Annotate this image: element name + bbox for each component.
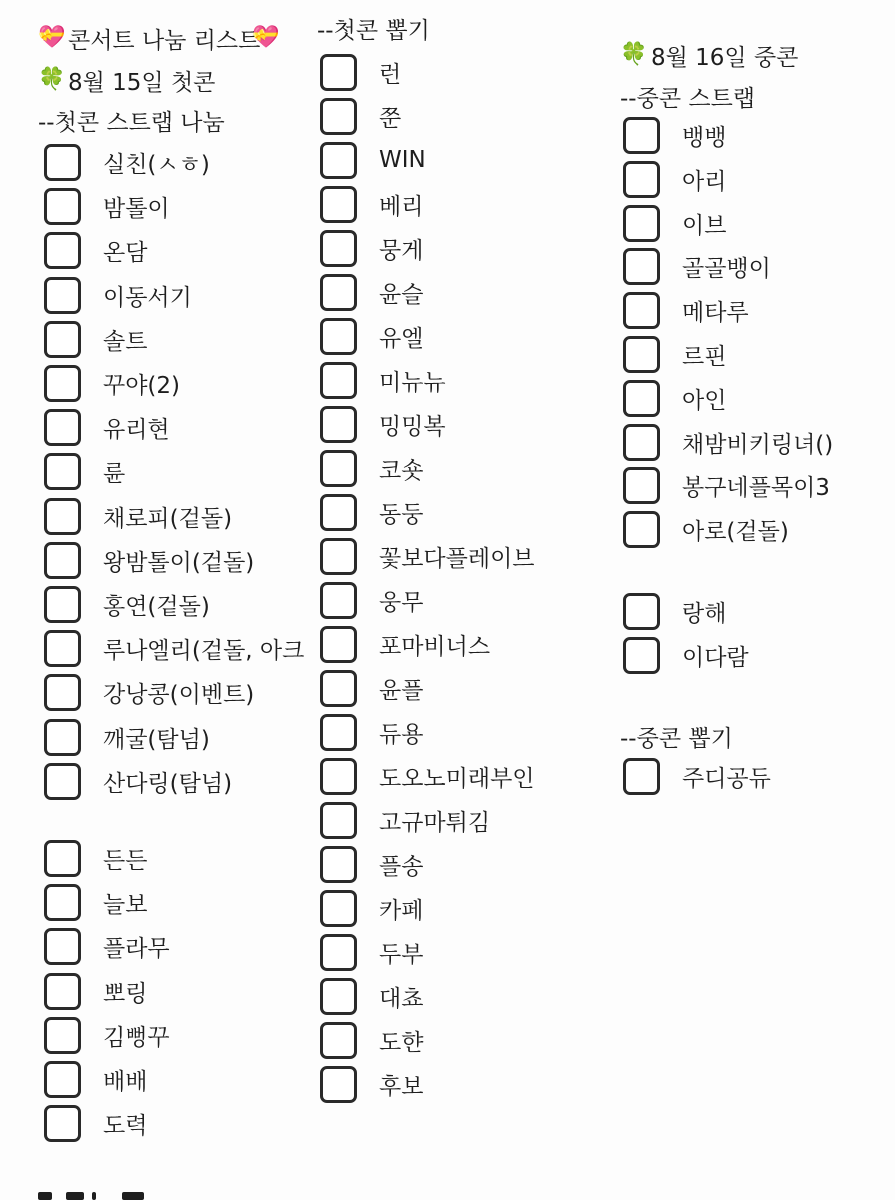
checklist-item-label: 도오노미래부인: [379, 765, 535, 792]
checkbox-icon[interactable]: [44, 144, 81, 181]
checkbox-icon[interactable]: [44, 188, 81, 225]
checklist-item[interactable]: [623, 159, 726, 199]
checklist-item-label: 강낭콩(이벤트): [103, 681, 255, 708]
checklist-item-label: 런: [379, 61, 402, 88]
checklist-item-label: 포마비너스: [379, 633, 491, 660]
checklist-item[interactable]: [320, 800, 490, 840]
checklist-item-label: 이브: [682, 212, 727, 239]
checklist-item[interactable]: [44, 319, 147, 359]
checkbox-icon[interactable]: [320, 890, 357, 927]
checkbox-icon[interactable]: [320, 934, 357, 971]
checklist-item-label: 듀용: [379, 721, 424, 748]
checkbox-icon[interactable]: [320, 846, 357, 883]
checkbox-icon[interactable]: [44, 973, 81, 1010]
day1-strap-heading: --첫콘 스트랩 나눔: [38, 110, 225, 136]
heart-gift-icon: 💝: [252, 25, 280, 50]
checklist-item[interactable]: [44, 142, 210, 182]
checkbox-icon[interactable]: [44, 542, 81, 579]
checklist-item[interactable]: [44, 971, 147, 1011]
checklist-item[interactable]: [320, 756, 535, 796]
checkbox-icon[interactable]: [44, 840, 81, 877]
checklist-item[interactable]: [320, 1064, 423, 1104]
checkbox-icon[interactable]: [44, 763, 81, 800]
checklist-item[interactable]: [320, 360, 446, 400]
checklist-item[interactable]: [320, 448, 423, 488]
checklist-item[interactable]: [320, 404, 446, 444]
checkbox-icon[interactable]: [320, 758, 357, 795]
checkbox-icon[interactable]: [44, 674, 81, 711]
checkbox-icon[interactable]: [320, 538, 357, 575]
checklist-item[interactable]: [623, 465, 830, 505]
checklist-item[interactable]: [44, 926, 170, 966]
checklist-item[interactable]: [44, 275, 192, 315]
checkbox-icon[interactable]: [320, 714, 357, 751]
checklist-item-label: 웅무: [379, 589, 424, 616]
checklist-item-label: 이동서기: [103, 284, 192, 311]
checklist-item[interactable]: [320, 96, 401, 136]
day2-draw-heading: --중콘 뽑기: [620, 726, 733, 752]
checkbox-icon[interactable]: [623, 292, 660, 329]
checkbox-icon[interactable]: [320, 626, 357, 663]
checkbox-icon[interactable]: [320, 1066, 357, 1103]
checklist-item[interactable]: [320, 228, 423, 268]
checkbox-icon[interactable]: [320, 494, 357, 531]
checklist-item[interactable]: [44, 186, 170, 226]
checkbox-icon[interactable]: [320, 318, 357, 355]
checklist-item-label: 카페: [379, 897, 424, 924]
checkbox-icon[interactable]: [44, 884, 81, 921]
checklist-item[interactable]: [320, 976, 423, 1016]
checkbox-icon[interactable]: [44, 928, 81, 965]
checklist-item[interactable]: [44, 496, 232, 536]
checklist-item[interactable]: [44, 451, 125, 491]
checklist-item-label: 유리현: [103, 416, 170, 443]
checkbox-icon[interactable]: [44, 1061, 81, 1098]
checklist-item[interactable]: [44, 363, 180, 403]
checklist-item-label: 밤톨이: [103, 195, 170, 222]
day2-date: 8월 16일 중콘: [651, 45, 799, 71]
checkbox-icon[interactable]: [44, 719, 81, 756]
checkbox-icon[interactable]: [44, 321, 81, 358]
checkbox-icon[interactable]: [44, 498, 81, 535]
checklist-item-label: 윤슬: [379, 281, 424, 308]
checklist-item[interactable]: [320, 580, 423, 620]
checkbox-icon[interactable]: [44, 1017, 81, 1054]
checklist-item-label: 루나엘리(겉돌, 아크: [103, 637, 305, 664]
checklist-item-label: 실친(ㅅㅎ): [103, 151, 210, 178]
checkbox-icon[interactable]: [320, 230, 357, 267]
checkbox-icon[interactable]: [44, 232, 81, 269]
checklist-item[interactable]: [623, 378, 726, 418]
checkbox-icon[interactable]: [320, 450, 357, 487]
checklist-item-label: 홍연(겉돌): [103, 593, 210, 620]
checklist-item[interactable]: [44, 838, 147, 878]
checklist-item[interactable]: [320, 888, 423, 928]
checkbox-icon[interactable]: [320, 978, 357, 1015]
day2-strap-heading: --중콘 스트랩: [620, 86, 755, 112]
day1-draw-heading: --첫콘 뽑기: [317, 18, 430, 44]
checklist-item[interactable]: [320, 52, 401, 92]
checkbox-icon[interactable]: [44, 409, 81, 446]
checklist-item-label: 대쵸: [379, 985, 424, 1012]
checklist-item-label: 왕밤톨이(겉돌): [103, 549, 255, 576]
checkbox-icon[interactable]: [320, 582, 357, 619]
checklist-item-label: 아리: [682, 168, 727, 195]
checkbox-icon[interactable]: [623, 205, 660, 242]
checklist-item[interactable]: [320, 844, 423, 884]
checklist-item[interactable]: [44, 584, 210, 624]
checklist-item-label: 륜: [103, 460, 126, 487]
checklist-item-label: 르핀: [682, 343, 727, 370]
checklist-item-label: 배배: [103, 1068, 148, 1095]
checklist-item-label: 랑해: [682, 600, 727, 627]
checkbox-icon[interactable]: [44, 586, 81, 623]
checkbox-icon[interactable]: [320, 802, 357, 839]
checklist-item[interactable]: [623, 246, 771, 286]
checkbox-icon[interactable]: [320, 1022, 357, 1059]
checklist-item-label: 두부: [379, 941, 424, 968]
checklist-item[interactable]: [320, 184, 423, 224]
checklist-item[interactable]: [623, 203, 726, 243]
checkbox-icon[interactable]: [320, 142, 357, 179]
checkbox-icon[interactable]: [623, 593, 660, 630]
checklist-item-label: 아로(겉돌): [682, 518, 789, 545]
checklist-item-label: 늘보: [103, 891, 148, 918]
checkbox-icon[interactable]: [623, 424, 660, 461]
checklist-item[interactable]: [44, 1059, 147, 1099]
checklist-item[interactable]: [623, 635, 749, 675]
checklist-item-label: 플송: [379, 853, 424, 880]
checklist-item-label: 윤플: [379, 677, 424, 704]
checkbox-icon[interactable]: [623, 161, 660, 198]
checkbox-icon[interactable]: [44, 1105, 81, 1142]
checklist-item-label: 산다링(탐넘): [103, 770, 233, 797]
checklist-item[interactable]: [320, 316, 423, 356]
checkbox-icon[interactable]: [44, 365, 81, 402]
checkbox-icon[interactable]: [623, 637, 660, 674]
checklist-item-label: 메타루: [682, 299, 749, 326]
page-title: 콘서트 나눔 리스트: [68, 28, 261, 54]
checklist-item-label: 채로피(겉돌): [103, 505, 233, 532]
checklist-item-label: 주디공듀: [682, 765, 771, 792]
checkbox-icon[interactable]: [320, 274, 357, 311]
day1-date: 8월 15일 첫콘: [68, 70, 216, 96]
checklist-item-label: 꾸야(2): [103, 372, 181, 399]
cut-off-heading: [30, 1188, 150, 1200]
checklist-item-label: 뭉게: [379, 237, 424, 264]
clover-icon: 🍀: [620, 42, 648, 67]
checklist-item[interactable]: [44, 407, 170, 447]
checkbox-icon[interactable]: [320, 406, 357, 443]
checklist-item[interactable]: [44, 761, 232, 801]
checkbox-icon[interactable]: [623, 117, 660, 154]
checklist-item[interactable]: [320, 624, 490, 664]
checkbox-icon[interactable]: [44, 630, 81, 667]
checklist-item-label: 뱅뱅: [682, 124, 727, 151]
checklist-item[interactable]: [623, 591, 726, 631]
checklist-item-label: 도력: [103, 1112, 148, 1139]
checklist-item[interactable]: [320, 492, 423, 532]
checklist-item[interactable]: [623, 334, 726, 374]
checkbox-icon[interactable]: [623, 467, 660, 504]
checkbox-icon[interactable]: [44, 453, 81, 490]
checklist-item[interactable]: [44, 1015, 170, 1055]
checklist-item-label: 솔트: [103, 328, 148, 355]
checklist-item[interactable]: [320, 1020, 423, 1060]
checklist-item-label: 꽃보다플레이브: [379, 545, 535, 572]
checklist-item[interactable]: [44, 540, 254, 580]
checklist-item-label: 미뉴뉴: [379, 369, 446, 396]
checklist-item[interactable]: [320, 712, 423, 752]
checklist-item-label: 고규마튀김: [379, 809, 491, 836]
clover-icon: 🍀: [38, 67, 66, 92]
checkbox-icon[interactable]: [623, 511, 660, 548]
checklist-item-label: 후보: [379, 1073, 424, 1100]
checklist-item[interactable]: [320, 140, 426, 180]
checklist-item-label: 쭌: [379, 105, 402, 132]
checkbox-icon[interactable]: [320, 670, 357, 707]
checklist-item-label: 이다람: [682, 644, 749, 671]
checklist-item-label: 채밤비키링녀(): [682, 431, 834, 458]
checkbox-icon[interactable]: [44, 277, 81, 314]
checklist-item[interactable]: [44, 628, 304, 668]
checklist-item[interactable]: [44, 1103, 147, 1143]
checklist-item[interactable]: [44, 230, 147, 270]
checklist-item-label: 든든: [103, 847, 148, 874]
checkbox-icon[interactable]: [320, 98, 357, 135]
checklist-item[interactable]: [623, 422, 833, 462]
checklist-item[interactable]: [320, 668, 423, 708]
checklist-item[interactable]: [320, 272, 423, 312]
checkbox-icon[interactable]: [623, 380, 660, 417]
checklist-item[interactable]: [44, 672, 254, 712]
checklist-item[interactable]: [623, 756, 771, 796]
checklist-item-label: 골골뱅이: [682, 255, 771, 282]
checklist-item-label: 플라무: [103, 935, 170, 962]
checklist-item[interactable]: [623, 290, 749, 330]
checkbox-icon[interactable]: [623, 336, 660, 373]
checkbox-icon[interactable]: [320, 54, 357, 91]
checklist-item[interactable]: [623, 509, 789, 549]
checklist-item-label: 김뻥꾸: [103, 1024, 170, 1051]
checklist-item[interactable]: [623, 115, 726, 155]
checklist-item-label: 도햔: [379, 1029, 424, 1056]
checklist-item-label: 유엘: [379, 325, 424, 352]
checkbox-icon[interactable]: [320, 362, 357, 399]
checklist-item-label: 아인: [682, 387, 727, 414]
checklist-item-label: 온담: [103, 239, 148, 266]
checklist-item-label: 뽀링: [103, 980, 148, 1007]
checklist-item[interactable]: [320, 932, 423, 972]
checkbox-icon[interactable]: [623, 758, 660, 795]
checklist-item-label: 깨굴(탐넘): [103, 726, 210, 753]
checklist-item[interactable]: [320, 536, 535, 576]
checkbox-icon[interactable]: [320, 186, 357, 223]
checklist-item[interactable]: [44, 717, 210, 757]
checklist-item-label: 밍밍복: [379, 413, 446, 440]
checklist-item-label: 코숏: [379, 457, 424, 484]
checklist-item[interactable]: [44, 882, 147, 922]
heart-gift-icon: 💝: [38, 25, 66, 50]
checkbox-icon[interactable]: [623, 248, 660, 285]
checklist-item-label: 봉구네플목이3: [682, 474, 830, 501]
checklist-item-label: 베리: [379, 193, 424, 220]
checklist-item-label: 동둥: [379, 501, 424, 528]
checklist-item-label: WIN: [379, 147, 426, 173]
